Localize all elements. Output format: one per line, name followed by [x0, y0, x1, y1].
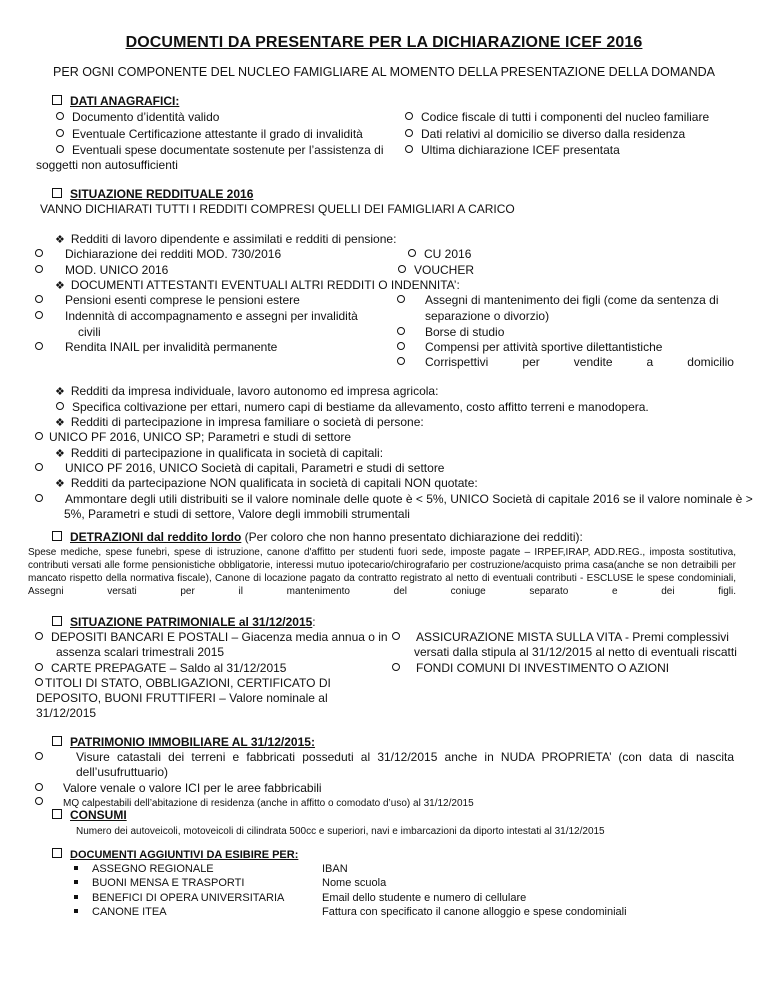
section-immobiliare-header: PATRIMONIO IMMOBILIARE AL 31/12/2015: — [52, 735, 315, 749]
list-item — [397, 355, 425, 369]
list-item: Assegni di mantenimento dei figli (come da sentenza di — [397, 293, 719, 307]
list-item: ❖ Redditi da impresa individuale, lavoro autonomo ed impresa agricola: — [55, 384, 439, 398]
diamond-bullet-icon: ❖ — [55, 417, 65, 429]
list-item: MQ calpestabili dell’abitazione di residenza (anche in affitto o comodato d’uso) al 31/12/2015 — [35, 797, 474, 809]
square-bullet-icon — [74, 866, 78, 870]
page-title: DOCUMENTI DA PRESENTARE PER LA DICHIARAZIONE ICEF 2016 — [125, 34, 643, 51]
list-item: BUONI MENSA E TRASPORTI — [74, 877, 244, 889]
list-item: ASSICURAZIONE MISTA SULLA VITA - Premi complessivi — [392, 630, 729, 644]
section-note: VANNO DICHIARATI TUTTI I REDDITI COMPRESI QUELLI DEI FAMIGLIARI A CARICO — [40, 202, 515, 216]
circle-bullet-icon — [35, 311, 43, 319]
list-item: Specifica coltivazione per ettari, numero capi di bestiame da allevamento, costo affitto terreni e manodopera. — [56, 400, 649, 414]
checkbox-icon — [52, 736, 62, 746]
word: Corrispettivi — [425, 355, 489, 369]
list-item: BENEFICI DI OPERA UNIVERSITARIA — [74, 892, 284, 904]
circle-bullet-icon — [35, 249, 43, 257]
circle-bullet-icon — [408, 249, 416, 257]
section-aggiuntivi-header: DOCUMENTI AGGIUNTIVI DA ESIBIRE PER: — [52, 848, 298, 861]
list-item-detail: Nome scuola — [322, 877, 387, 889]
list-item-detail: Fattura con specificato il canone alloggio e spese condominiali — [322, 906, 627, 918]
list-item-continued: civili — [78, 325, 101, 339]
section-detrazioni-header: DETRAZIONI dal reddito lordo (Per coloro che non hanno presentato dichiarazione dei redditi): — [52, 530, 583, 544]
list-item: UNICO PF 2016, UNICO SP; Parametri e studi di settore — [35, 430, 351, 444]
circle-bullet-icon — [35, 265, 43, 273]
circle-bullet-icon — [392, 632, 400, 640]
section-consumi-header: CONSUMI — [52, 808, 127, 822]
list-item: FONDI COMUNI DI INVESTIMENTO O AZIONI — [392, 661, 669, 675]
square-bullet-icon — [74, 909, 78, 913]
circle-bullet-icon — [35, 463, 43, 471]
list-item-detail: Email dello studente e numero di cellulare — [322, 892, 527, 904]
list-item: MOD. UNICO 2016 — [35, 263, 168, 277]
circle-bullet-icon — [397, 342, 405, 350]
square-bullet-icon — [74, 880, 78, 884]
list-item: CANONE ITEA — [74, 906, 167, 918]
circle-bullet-icon — [56, 112, 64, 120]
list-item: Compensi per attività sportive dilettantistiche — [397, 340, 662, 354]
circle-bullet-icon — [56, 129, 64, 137]
list-item: Dati relativi al domicilio se diverso dalla residenza — [405, 127, 685, 141]
list-item: Ultima dichiarazione ICEF presentata — [405, 143, 620, 157]
checkbox-icon — [52, 616, 62, 626]
list-item: ASSEGNO REGIONALE — [74, 863, 214, 875]
list-item: Eventuale Certificazione attestante il grado di invalidità — [56, 127, 363, 141]
word: vendite — [573, 355, 613, 369]
list-item: Eventuali spese documentate sostenute per l’assistenza di — [56, 143, 384, 157]
circle-bullet-icon — [397, 327, 405, 335]
circle-bullet-icon — [35, 663, 43, 671]
section-patrimoniale-header: SITUAZIONE PATRIMONIALE al 31/12/2015: — [52, 615, 316, 629]
list-item: Rendita INAIL per invalidità permanente — [35, 340, 277, 354]
detrazioni-text: Spese mediche, spese funebri, spese di istruzione, canone d'affitto per studenti fuori sede, imposte pagate – IRPEF,IRAP, ADD.REG., imposta sostitutiva, contributi versati alle forme pensionistiche obbligatorie, interessi mutuo ipotecario/chirografario per costruzione/acquisto prima casa(anche se non detraibili per mancato rispetto della normativa fiscale), Canone di locazione pagato da contratto registrato al netto di eventuali contributi - ESCLUSE le spese condominiali, Assegni versati per il mantenimento del coniuge separato e dei figli. — [28, 547, 736, 597]
list-item: ❖ Redditi di partecipazione in impresa familiare o società di persone: — [55, 415, 424, 429]
list-item: VOUCHER — [398, 263, 474, 277]
list-item: Indennità di accompagnamento e assegni per invalidità — [35, 309, 358, 323]
list-item: DEPOSITI BANCARI E POSTALI – Giacenza media annua o in — [35, 630, 388, 644]
list-item: Documento d’identità valido — [56, 110, 219, 124]
checkbox-icon — [52, 95, 62, 105]
list-item-continued: dell’usufruttuario) — [76, 765, 169, 779]
word: per — [522, 355, 540, 369]
circle-bullet-icon — [405, 129, 413, 137]
list-item: Pensioni esenti comprese le pensioni estere — [35, 293, 300, 307]
circle-bullet-icon — [398, 265, 406, 273]
list-item-detail: IBAN — [322, 863, 348, 875]
section-anagrafici-header: DATI ANAGRAFICI: — [52, 94, 179, 108]
list-item: ❖ Redditi di lavoro dipendente e assimilati e redditi di pensione: — [55, 232, 397, 246]
circle-bullet-icon — [35, 797, 43, 805]
diamond-bullet-icon: ❖ — [55, 386, 65, 398]
circle-bullet-icon — [392, 663, 400, 671]
word: a — [646, 355, 654, 369]
list-item: UNICO PF 2016, UNICO Società di capitali, Parametri e studi di settore — [35, 461, 444, 475]
list-item — [35, 750, 63, 764]
circle-bullet-icon — [405, 112, 413, 120]
list-item: ❖ Redditi da partecipazione NON qualificata in società di capitali NON quotate: — [55, 476, 478, 490]
circle-bullet-icon — [35, 783, 43, 791]
circle-bullet-icon — [35, 295, 43, 303]
diamond-bullet-icon: ❖ — [55, 448, 65, 460]
page-subtitle: PER OGNI COMPONENTE DEL NUCLEO FAMIGLIARE AL MOMENTO DELLA PRESENTAZIONE DELLA DOMANDA — [53, 65, 715, 79]
section-reddituale-header: SITUAZIONE REDDITUALE 2016 — [52, 187, 253, 201]
list-item: Codice fiscale di tutti i componenti del nucleo familiare — [405, 110, 709, 124]
list-item: CU 2016 — [408, 247, 471, 261]
circle-bullet-icon — [56, 402, 64, 410]
checkbox-icon — [52, 531, 62, 541]
circle-bullet-icon — [35, 752, 43, 760]
word: domicilio — [687, 355, 734, 369]
list-item-visure: Visure catastali dei terreni e fabbricati posseduti al 31/12/2015 anche in NUDA PROPRIETA’ (con data di nascita — [76, 750, 734, 764]
circle-bullet-icon — [397, 357, 405, 365]
list-item-continued: separazione o divorzio) — [425, 309, 550, 323]
list-item-corrispettivi — [425, 355, 734, 369]
diamond-bullet-icon: ❖ — [55, 234, 65, 246]
checkbox-icon — [52, 809, 62, 819]
checkbox-icon — [52, 188, 62, 198]
diamond-bullet-icon: ❖ — [55, 478, 65, 490]
circle-bullet-icon — [35, 678, 43, 686]
circle-bullet-icon — [35, 342, 43, 350]
list-item-continued: 5%, Parametri e studi di settore, Valore degli immobili strumentali — [64, 507, 410, 521]
list-item: Dichiarazione dei redditi MOD. 730/2016 — [35, 247, 281, 261]
square-bullet-icon — [74, 895, 78, 899]
circle-bullet-icon — [405, 145, 413, 153]
circle-bullet-icon — [35, 494, 43, 502]
circle-bullet-icon — [397, 295, 405, 303]
list-item: ❖ DOCUMENTI ATTESTANTI EVENTUALI ALTRI REDDITI O INDENNITA’: — [55, 278, 460, 292]
list-item: CARTE PREPAGATE – Saldo al 31/12/2015 — [35, 661, 286, 675]
circle-bullet-icon — [35, 432, 43, 440]
list-item-continued: 31/12/2015 — [36, 706, 97, 720]
list-item: TITOLI DI STATO, OBBLIGAZIONI, CERTIFICATO DI — [35, 676, 331, 690]
consumi-text: Numero dei autoveicoli, motoveicoli di cilindrata 500cc e superiori, navi e imbarcazioni da diporto intestati al 31/12/2015 — [76, 826, 605, 837]
list-item: ❖ Redditi di partecipazione in qualificata in società di capitali: — [55, 446, 384, 460]
list-item-continued: DEPOSITO, BUONI FRUTTIFERI – Valore nominale al — [36, 691, 328, 705]
circle-bullet-icon — [56, 145, 64, 153]
list-item: Ammontare degli utili distribuiti se il valore nominale delle quote è < 5%, UNICO Società di capitale 2016 se il valore nominale è > — [35, 492, 753, 506]
diamond-bullet-icon: ❖ — [55, 280, 65, 292]
checkbox-icon — [52, 848, 62, 858]
list-item: Borse di studio — [397, 325, 504, 339]
list-item-continued: soggetti non autosufficienti — [36, 158, 178, 172]
list-item: Valore venale o valore ICI per le aree fabbricabili — [35, 781, 322, 795]
list-item-continued: versati dalla stipula al 31/12/2015 al netto di eventuali riscatti — [414, 645, 737, 659]
list-item-continued: assenza scalari trimestrali 2015 — [56, 645, 225, 659]
circle-bullet-icon — [35, 632, 43, 640]
